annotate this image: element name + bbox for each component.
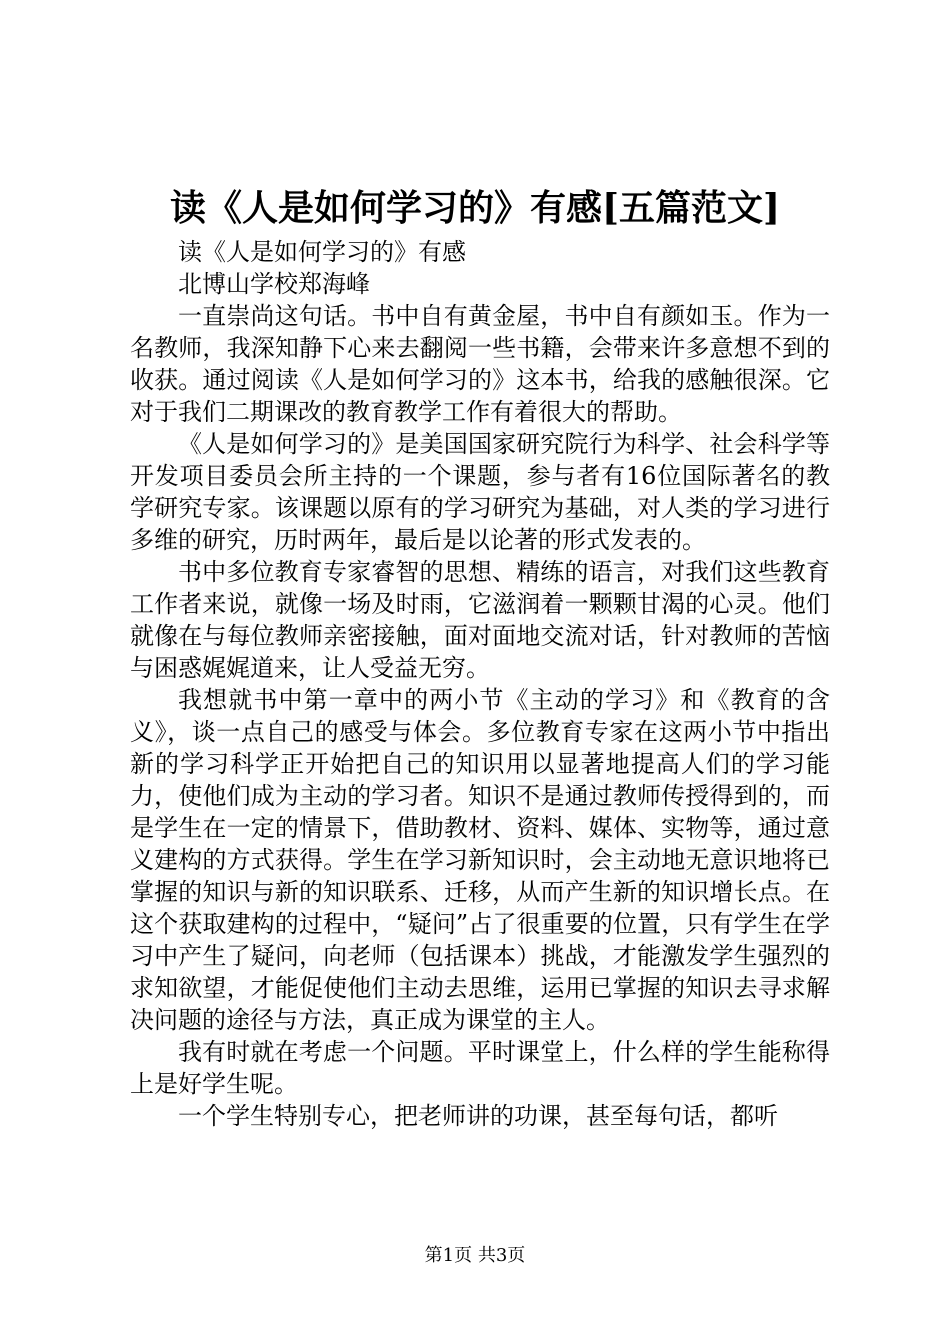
paragraph: 书中多位教育专家睿智的思想、精练的语言，对我们这些教育工作者来说，就像一场及时雨，它滋润着一颗颗甘渴的心灵。他们就像在与每位教师亲密接触，面对面地交流对话，针对教师的苦恼与困惑娓娓道来，让人受益无穷。 — [130, 558, 830, 682]
document-body — [130, 236, 830, 1132]
paragraph-subtitle: 读《人是如何学习的》有感 — [178, 238, 466, 266]
paragraph-author: 北博山学校郑海峰 — [178, 270, 370, 298]
document-title: 读《人是如何学习的》有感[五篇范文] — [169, 187, 781, 229]
paragraph: 我想就书中第一章中的两小节《主动的学习》和《教育的含义》，谈一点自己的感受与体会。多位教育专家在这两小节中指出新的学习科学正开始把自己的知识用以显著地提高人们的学习能力，使他们成为主动的学习者。知识不是通过教师传授得到的，而是学生在一定的情景下，借助教材、资料、媒体、实物等，通过意义建构的方式获得。学生在学习新知识时，会主动地无意识地将已掌握的知识与新的知识联系、迁移，从而产生新的知识增长点。在这个获取建构的过程中，“疑问”占了很重要的位置，只有学生在学习中产生了疑问，向老师（包括课本）挑战，才能激发学生强烈的求知欲望，才能促使他们主动去思维，运用已掌握的知识去寻求解决问题的途径与方法，真正成为课堂的主人。 — [130, 686, 830, 1034]
paragraph: 一直崇尚这句话。书中自有黄金屋，书中自有颜如玉。作为一名教师，我深知静下心来去翻阅一些书籍，会带来许多意想不到的收获。通过阅读《人是如何学习的》这本书，给我的感触很深。它对于我们二期课改的教育教学工作有着很大的帮助。 — [130, 302, 830, 426]
paragraph: 《人是如何学习的》是美国国家研究院行为科学、社会科学等开发项目委员会所主持的一个课题，参与者有16位国际著名的教学研究专家。该课题以原有的学习研究为基础，对人类的学习进行多维的研究，历时两年，最后是以论著的形式发表的。 — [130, 430, 830, 554]
paragraph: 一个学生特别专心，把老师讲的功课，甚至每句话，都听 — [178, 1102, 778, 1130]
paragraph: 我有时就在考虑一个问题。平时课堂上，什么样的学生能称得上是好学生呢。 — [130, 1038, 830, 1098]
page-footer: 第1页 共3页 — [424, 1245, 526, 1266]
